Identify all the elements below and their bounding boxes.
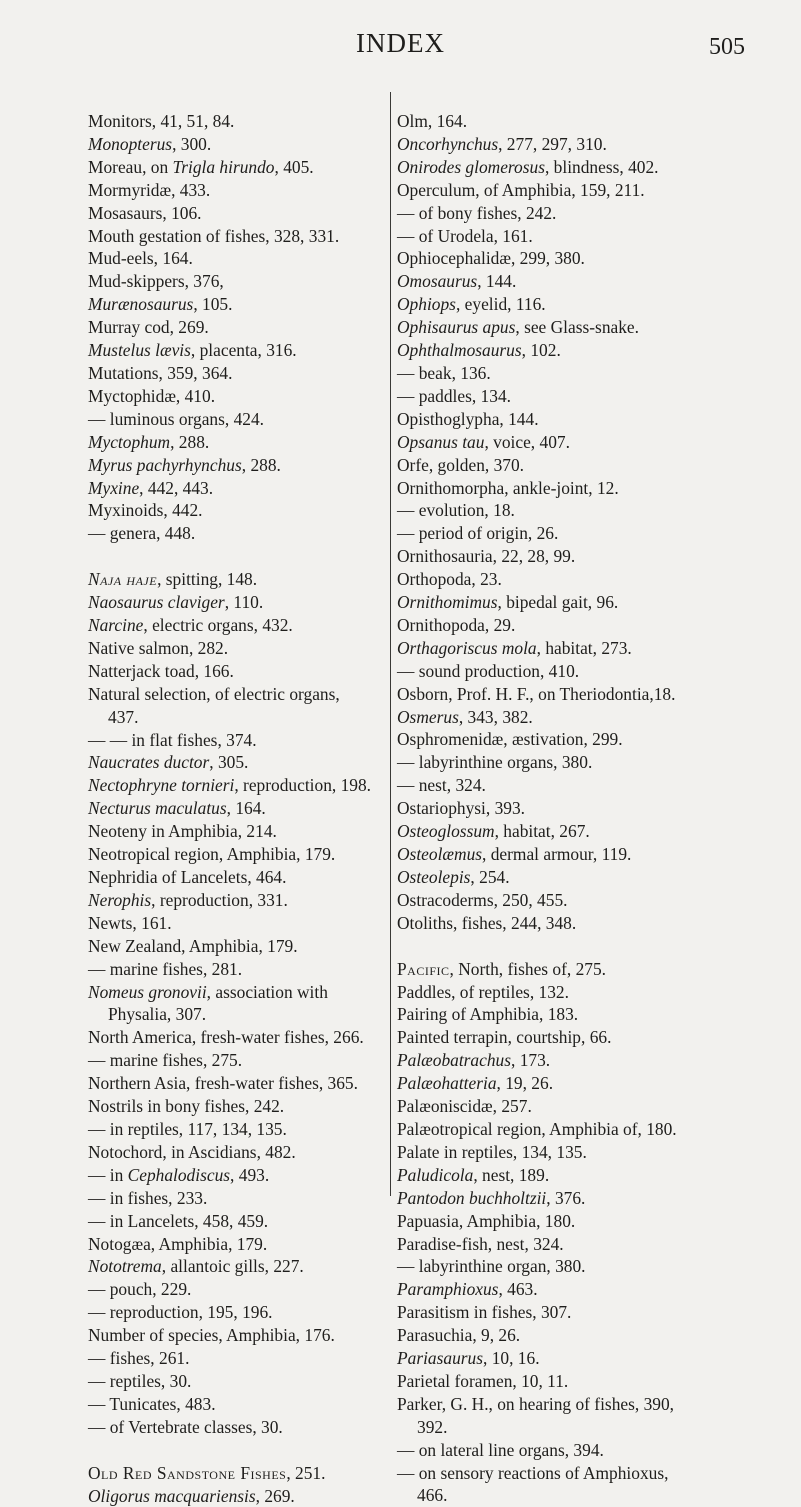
index-entry xyxy=(88,293,385,316)
index-entry-text: Osborn, Prof. H. F., on Theriodontia,18. xyxy=(397,683,676,704)
index-entry xyxy=(88,133,385,156)
index-entry xyxy=(88,110,385,133)
index-entry-text: — labyrinthine organs, 380. xyxy=(397,752,593,773)
index-entry-text: — Tunicates, 483. xyxy=(88,1393,216,1414)
index-entry xyxy=(88,408,385,431)
index-entry xyxy=(88,156,385,179)
index-entry-text: Parasitism in fishes, 307. xyxy=(397,1302,572,1323)
index-entry xyxy=(88,843,385,866)
index-entry xyxy=(397,1347,703,1370)
index-entry-text: Notochord, in Ascidians, 482. xyxy=(88,1141,296,1162)
index-entry-text: , North, fishes of, 275. xyxy=(449,958,607,979)
index-entry-text: , 10, 16. xyxy=(483,1348,540,1369)
index-entry-text: Pacific xyxy=(397,958,450,979)
index-entry-text: Monitors, 41, 51, 84. xyxy=(88,111,235,131)
index-entry-text: , nest, 189. xyxy=(473,1164,550,1185)
index-entry-text: Mustelus lævis xyxy=(88,340,191,361)
index-entry-text: , dermal armour, 119. xyxy=(482,844,632,864)
index-entry-text: , habitat, 267. xyxy=(494,821,590,842)
index-entry-text: Nectophryne tornieri xyxy=(88,775,235,796)
index-entry xyxy=(397,751,703,774)
index-entry-text: Neotropical region, Amphibia, 179. xyxy=(88,844,336,865)
index-entry-text: Opsanus tau xyxy=(397,431,485,452)
index-entry-text: Pantodon buchholtzii xyxy=(397,1187,547,1208)
index-entry-text: — in xyxy=(88,1164,128,1185)
index-entry xyxy=(88,981,385,1004)
index-entry-text: — marine fishes, 275. xyxy=(88,1050,243,1071)
index-entry xyxy=(88,1164,385,1187)
page-number: 505 xyxy=(709,34,745,60)
index-entry-text: , habitat, 273. xyxy=(536,637,632,658)
index-entry xyxy=(397,522,703,545)
index-entry-text: — luminous organs, 424. xyxy=(88,408,265,429)
column-divider xyxy=(390,92,391,1196)
index-entry xyxy=(88,202,385,225)
index-entry xyxy=(88,706,385,729)
index-entry-text: Painted terrapin, courtship, 66. xyxy=(397,1027,612,1048)
index-entry xyxy=(397,1393,703,1416)
index-entry-text: Paramphioxus xyxy=(397,1279,499,1300)
index-entry-text: Natural selection, of electric organs, xyxy=(88,683,340,704)
index-entry-text: — genera, 448. xyxy=(88,523,196,544)
index-entry-text: Paradise-fish, nest, 324. xyxy=(397,1233,564,1254)
index-entry-text: Nephridia of Lancelets, 464. xyxy=(88,867,287,887)
index-entry-text: Onirodes glomerosus xyxy=(397,156,545,177)
index-entry-text: Ophthalmosaurus xyxy=(397,340,522,361)
index-entry xyxy=(397,270,703,293)
index-entry xyxy=(88,270,385,293)
index-entry xyxy=(88,522,385,545)
index-entry-text: — pouch, 229. xyxy=(88,1279,192,1300)
index-entry xyxy=(397,591,703,614)
index-entry xyxy=(397,1416,703,1439)
index-entry xyxy=(88,1278,385,1301)
index-entry xyxy=(88,935,385,958)
index-entry-text: Orthopoda, 23. xyxy=(397,569,502,590)
index-entry-text: Paddles, of reptiles, 132. xyxy=(397,981,569,1002)
index-entry xyxy=(397,339,703,362)
index-entry-text: , reproduction, 331. xyxy=(151,889,288,910)
index-entry xyxy=(88,339,385,362)
index-entry-text: Myctophidæ, 410. xyxy=(88,385,216,406)
index-entry-text: , allantoic gills, 227. xyxy=(161,1256,304,1277)
section-gap xyxy=(88,545,385,568)
index-entry-text: , spitting, 148. xyxy=(157,569,258,590)
index-entry-text: , electric organs, 432. xyxy=(143,615,293,636)
index-entry xyxy=(397,981,703,1004)
index-entry-text: Parker, G. H., on hearing of fishes, 390, xyxy=(397,1393,675,1414)
index-entry-text: — in Lancelets, 458, 459. xyxy=(88,1210,269,1231)
index-entry xyxy=(88,477,385,500)
index-entry xyxy=(88,1072,385,1095)
index-entry-text: — reptiles, 30. xyxy=(88,1370,192,1391)
index-entry-text: , association with xyxy=(206,981,328,1002)
index-entry xyxy=(397,179,703,202)
index-entry-text: Nostrils in bony fishes, 242. xyxy=(88,1096,285,1117)
index-entry xyxy=(397,843,703,866)
index-entry xyxy=(88,431,385,454)
index-entry-text: , voice, 407. xyxy=(484,431,570,452)
index-entry-text: Pairing of Amphibia, 183. xyxy=(397,1004,579,1025)
index-entry xyxy=(397,1370,703,1393)
index-entry xyxy=(88,1187,385,1210)
index-entry-text: , blindness, 402. xyxy=(544,156,659,177)
index-entry-text: 392. xyxy=(417,1416,448,1437)
index-entry xyxy=(397,797,703,820)
index-entry xyxy=(397,614,703,637)
index-entry-text: Oncorhynchus xyxy=(397,133,499,154)
index-entry xyxy=(397,1072,703,1095)
index-entry-text: , 251. xyxy=(286,1462,326,1483)
index-entry-text: Neoteny in Amphibia, 214. xyxy=(88,821,277,842)
index-entry-text: Otoliths, fishes, 244, 348. xyxy=(397,912,577,933)
index-entry xyxy=(397,1462,703,1485)
index-entry xyxy=(397,133,703,156)
index-entry xyxy=(397,1233,703,1256)
index-entry-text: — in fishes, 233. xyxy=(88,1187,208,1208)
index-entry xyxy=(88,729,385,752)
index-entry xyxy=(397,683,703,706)
index-entry-text: — fishes, 261. xyxy=(88,1348,190,1369)
index-entry-text: Notogæa, Amphibia, 179. xyxy=(88,1233,268,1254)
index-entry-text: Natterjack toad, 166. xyxy=(88,660,234,681)
index-entry-text: — labyrinthine organ, 380. xyxy=(397,1256,586,1277)
index-entry-text: Oligorus macquariensis xyxy=(88,1485,256,1506)
index-entry xyxy=(88,866,385,889)
index-entry-text: , 493. xyxy=(230,1164,270,1185)
index-entry-text: , placenta, 316. xyxy=(190,340,297,361)
index-entry xyxy=(397,1049,703,1072)
index-entry xyxy=(88,1003,385,1026)
index-entry xyxy=(88,751,385,774)
index-entry xyxy=(397,660,703,683)
index-entry xyxy=(397,225,703,248)
index-entry xyxy=(397,866,703,889)
index-entry-text: Newts, 161. xyxy=(88,912,172,933)
index-entry xyxy=(397,431,703,454)
index-entry-text: , 442, 443. xyxy=(139,477,214,498)
index-entry xyxy=(88,912,385,935)
index-entry-text: Opisthoglypha, 144. xyxy=(397,408,539,429)
index-entry-text: Pariasaurus xyxy=(397,1348,484,1369)
index-entry-text: Palæobatrachus xyxy=(397,1050,512,1071)
index-entry xyxy=(88,179,385,202)
index-entry xyxy=(88,591,385,614)
index-entry xyxy=(397,568,703,591)
index-entry-text: , 173. xyxy=(511,1050,551,1071)
index-entry-text: , 288. xyxy=(170,431,210,452)
index-entry-text: Myxine xyxy=(88,477,140,498)
index-entry-text: — in reptiles, 117, 134, 135. xyxy=(88,1118,287,1139)
index-entry xyxy=(397,1301,703,1324)
index-entry xyxy=(88,1370,385,1393)
index-entry xyxy=(397,1484,703,1507)
index-entry-text: , bipedal gait, 96. xyxy=(497,592,619,613)
index-entry-text: , eyelid, 116. xyxy=(455,294,546,315)
index-entry-text: Murray cod, 269. xyxy=(88,317,209,338)
index-entry xyxy=(397,958,703,981)
index-entry xyxy=(397,316,703,339)
index-entry xyxy=(397,1003,703,1026)
index-entry xyxy=(88,614,385,637)
index-entry-text: Ornithosauria, 22, 28, 99. xyxy=(397,546,576,567)
index-entry-text: — sound production, 410. xyxy=(397,660,580,681)
index-entry xyxy=(88,1118,385,1141)
index-entry xyxy=(397,202,703,225)
index-entry-text: Number of species, Amphibia, 176. xyxy=(88,1325,335,1346)
index-entry xyxy=(88,1416,385,1439)
index-entry xyxy=(88,889,385,912)
index-entry xyxy=(88,362,385,385)
index-entry-text: Parietal foramen, 10, 11. xyxy=(397,1370,569,1391)
index-entry xyxy=(88,958,385,981)
index-entry-text: Parasuchia, 9, 26. xyxy=(397,1325,521,1346)
index-entry-text: Palate in reptiles, 134, 135. xyxy=(397,1141,587,1162)
index-entry xyxy=(88,1026,385,1049)
index-entry-text: Mosasaurs, 106. xyxy=(88,202,202,223)
index-entry-text: Osphromenidæ, æstivation, 299. xyxy=(397,729,623,750)
index-entry-text: North America, fresh-water fishes, 266. xyxy=(88,1027,364,1048)
index-entry-text: Ostariophysi, 393. xyxy=(397,798,526,819)
index-entry xyxy=(88,1255,385,1278)
index-entry xyxy=(397,1324,703,1347)
index-entry xyxy=(88,1301,385,1324)
index-entry-text: , 102. xyxy=(521,340,561,361)
index-entry-text: Paludicola xyxy=(397,1164,474,1185)
index-entry-text: Murænosaurus xyxy=(88,294,194,315)
index-entry xyxy=(397,247,703,270)
index-entry-text: Papuasia, Amphibia, 180. xyxy=(397,1210,576,1231)
index-entry xyxy=(397,728,703,751)
index-entry-text: Osmerus xyxy=(397,706,459,727)
index-entry xyxy=(88,797,385,820)
index-entry-text: , 254. xyxy=(470,866,510,887)
index-entry xyxy=(397,110,703,133)
index-entry-text: Ornithomimus xyxy=(397,592,498,613)
index-entry xyxy=(88,385,385,408)
index-entry xyxy=(88,225,385,248)
index-entry-text: Native salmon, 282. xyxy=(88,637,229,658)
index-entry-text: Omosaurus xyxy=(397,271,478,292)
index-entry-text: Necturus maculatus xyxy=(88,798,227,819)
index-entry-text: , 300. xyxy=(172,133,212,154)
index-entry-text: Naucrates ductor xyxy=(88,752,210,773)
index-entry xyxy=(397,820,703,843)
index-entry-text: — paddles, 134. xyxy=(397,385,511,406)
index-entry-text: 437. xyxy=(108,706,139,727)
index-entry-text: Trigla hirundo xyxy=(172,156,275,177)
index-entry-text: Osteoglossum xyxy=(397,821,495,842)
index-entry-text: Naja haje xyxy=(88,569,158,590)
index-entry-text: , 376. xyxy=(546,1187,586,1208)
index-entry-text: — — in flat fishes, 374. xyxy=(88,729,257,750)
index-entry-text: Mud-skippers, 376, xyxy=(88,271,224,292)
index-entry xyxy=(397,477,703,500)
index-entry-text: Ophiocephalidæ, 299, 380. xyxy=(397,248,585,269)
index-entry-text: , 405. xyxy=(274,156,314,177)
index-entry-text: — of Vertebrate classes, 30. xyxy=(88,1416,283,1437)
index-entry xyxy=(397,1210,703,1233)
index-column-right xyxy=(397,110,703,1507)
index-entry xyxy=(397,774,703,797)
index-entry xyxy=(397,637,703,660)
index-entry-text: Operculum, of Amphibia, 159, 211. xyxy=(397,179,645,200)
index-entry xyxy=(397,912,703,935)
index-entry-text: , 19, 26. xyxy=(496,1073,554,1094)
index-entry-text: — nest, 324. xyxy=(397,775,486,796)
index-entry xyxy=(397,293,703,316)
index-entry-text: , 164. xyxy=(226,798,266,819)
index-entry xyxy=(88,1324,385,1347)
index-entry-text: Palæohatteria xyxy=(397,1073,497,1094)
index-entry xyxy=(88,637,385,660)
index-column-left xyxy=(88,110,385,1507)
index-entry xyxy=(397,362,703,385)
index-entry-text: 466. xyxy=(417,1485,448,1506)
index-entry-text: , reproduction, 198. xyxy=(234,775,372,796)
index-entry xyxy=(397,889,703,912)
index-entry-text: — of bony fishes, 242. xyxy=(397,202,557,223)
index-entry xyxy=(397,1141,703,1164)
index-entry xyxy=(397,1439,703,1462)
index-entry-text: Osteolepis xyxy=(397,866,471,887)
index-entry xyxy=(397,1095,703,1118)
index-entry-text: Osteolæmus xyxy=(397,844,483,864)
index-entry-text: Mormyridæ, 433. xyxy=(88,179,211,200)
page-header xyxy=(0,14,801,74)
index-entry xyxy=(88,774,385,797)
page-title: INDEX xyxy=(356,28,445,58)
index-entry-text: Northern Asia, fresh-water fishes, 365. xyxy=(88,1073,358,1094)
index-entry-text: — period of origin, 26. xyxy=(397,523,559,544)
index-entry-text: , 105. xyxy=(193,294,233,315)
index-entry xyxy=(88,1049,385,1072)
index-entry xyxy=(397,706,703,729)
index-entry-text: Ornithomorpha, ankle-joint, 12. xyxy=(397,477,619,498)
index-entry xyxy=(88,1462,385,1485)
index-entry-text: Ophiops xyxy=(397,294,456,315)
index-entry xyxy=(88,1233,385,1256)
index-entry xyxy=(397,1187,703,1210)
index-entry-text: Cephalodiscus xyxy=(127,1164,231,1185)
index-entry-text: , 277, 297, 310. xyxy=(498,133,607,154)
index-entry xyxy=(88,1095,385,1118)
index-entry xyxy=(397,545,703,568)
index-entry-text: — on sensory reactions of Amphioxus, xyxy=(397,1462,669,1483)
index-entry-text: New Zealand, Amphibia, 179. xyxy=(88,935,298,956)
index-entry xyxy=(88,247,385,270)
index-entry xyxy=(88,660,385,683)
index-entry-text: Nototrema xyxy=(88,1256,162,1277)
index-entry xyxy=(88,1141,385,1164)
index-entry-text: Physalia, 307. xyxy=(108,1004,207,1025)
index-entry-text: Naosaurus claviger xyxy=(88,592,225,613)
index-entry-text: — reproduction, 195, 196. xyxy=(88,1302,273,1323)
index-entry xyxy=(397,385,703,408)
index-entry xyxy=(88,820,385,843)
index-entry xyxy=(397,1118,703,1141)
index-entry xyxy=(88,683,385,706)
index-entry-text: Ostracoderms, 250, 455. xyxy=(397,889,568,910)
index-entry xyxy=(397,408,703,431)
index-entry-text: Narcine xyxy=(88,615,144,636)
section-gap xyxy=(397,935,703,958)
index-entry-text: Myxinoids, 442. xyxy=(88,500,203,521)
index-entry xyxy=(88,316,385,339)
index-entry xyxy=(397,1026,703,1049)
index-entry xyxy=(88,499,385,522)
index-entry-text: Mud-eels, 164. xyxy=(88,248,193,269)
index-entry-text: , 269. xyxy=(255,1485,295,1506)
index-entry-text: Orfe, golden, 370. xyxy=(397,454,525,475)
index-entry xyxy=(397,454,703,477)
index-entry xyxy=(397,1164,703,1187)
index-entry-text: — marine fishes, 281. xyxy=(88,958,243,979)
index-entry-text: Olm, 164. xyxy=(397,111,468,131)
index-entry xyxy=(88,1393,385,1416)
index-entry-text: — of Urodela, 161. xyxy=(397,225,533,246)
index-entry xyxy=(397,1278,703,1301)
index-entry-text: Monopterus xyxy=(88,133,173,154)
index-entry-text: , 110. xyxy=(224,592,264,613)
index-entry-text: Orthagoriscus mola xyxy=(397,637,537,658)
index-entry-text: Nomeus gronovii xyxy=(88,981,207,1002)
index-entry-text: , 144. xyxy=(477,271,517,292)
index-entry-text: Mutations, 359, 364. xyxy=(88,362,233,383)
index-entry-text: , 343, 382. xyxy=(458,706,533,727)
index-entry-text: — evolution, 18. xyxy=(397,500,515,521)
index-entry xyxy=(88,568,385,591)
index-entry xyxy=(88,1347,385,1370)
index-entry xyxy=(397,499,703,522)
index-entry-text: Myrus pachyrhynchus xyxy=(88,454,242,475)
index-entry-text: — on lateral line organs, 394. xyxy=(397,1439,604,1460)
index-entry-text: Ophisaurus apus xyxy=(397,317,516,338)
index-entry xyxy=(88,1210,385,1233)
section-gap xyxy=(88,1439,385,1462)
index-entry-text: — beak, 136. xyxy=(397,362,491,383)
index-entry-text: , see Glass-snake. xyxy=(515,317,640,338)
index-entry-text: Ornithopoda, 29. xyxy=(397,614,516,635)
index-entry xyxy=(88,1485,385,1507)
index-entry-text: , 288. xyxy=(241,454,281,475)
index-entry-text: Old Red Sandstone Fishes xyxy=(88,1462,287,1483)
index-entry-text: , 463. xyxy=(498,1279,538,1300)
index-entry xyxy=(397,156,703,179)
index-entry-text: Palæotropical region, Amphibia of, 180. xyxy=(397,1118,677,1139)
index-entry-text: Palæoniscidæ, 257. xyxy=(397,1096,532,1117)
index-entry-text: Nerophis xyxy=(88,889,152,910)
index-entry-text: Myctophum xyxy=(88,431,171,452)
index-entry-text: , 305. xyxy=(209,752,249,773)
index-entry xyxy=(88,454,385,477)
index-entry-text: Moreau, on xyxy=(88,156,173,177)
index-entry-text: Mouth gestation of fishes, 328, 331. xyxy=(88,225,340,246)
index-entry xyxy=(397,1255,703,1278)
